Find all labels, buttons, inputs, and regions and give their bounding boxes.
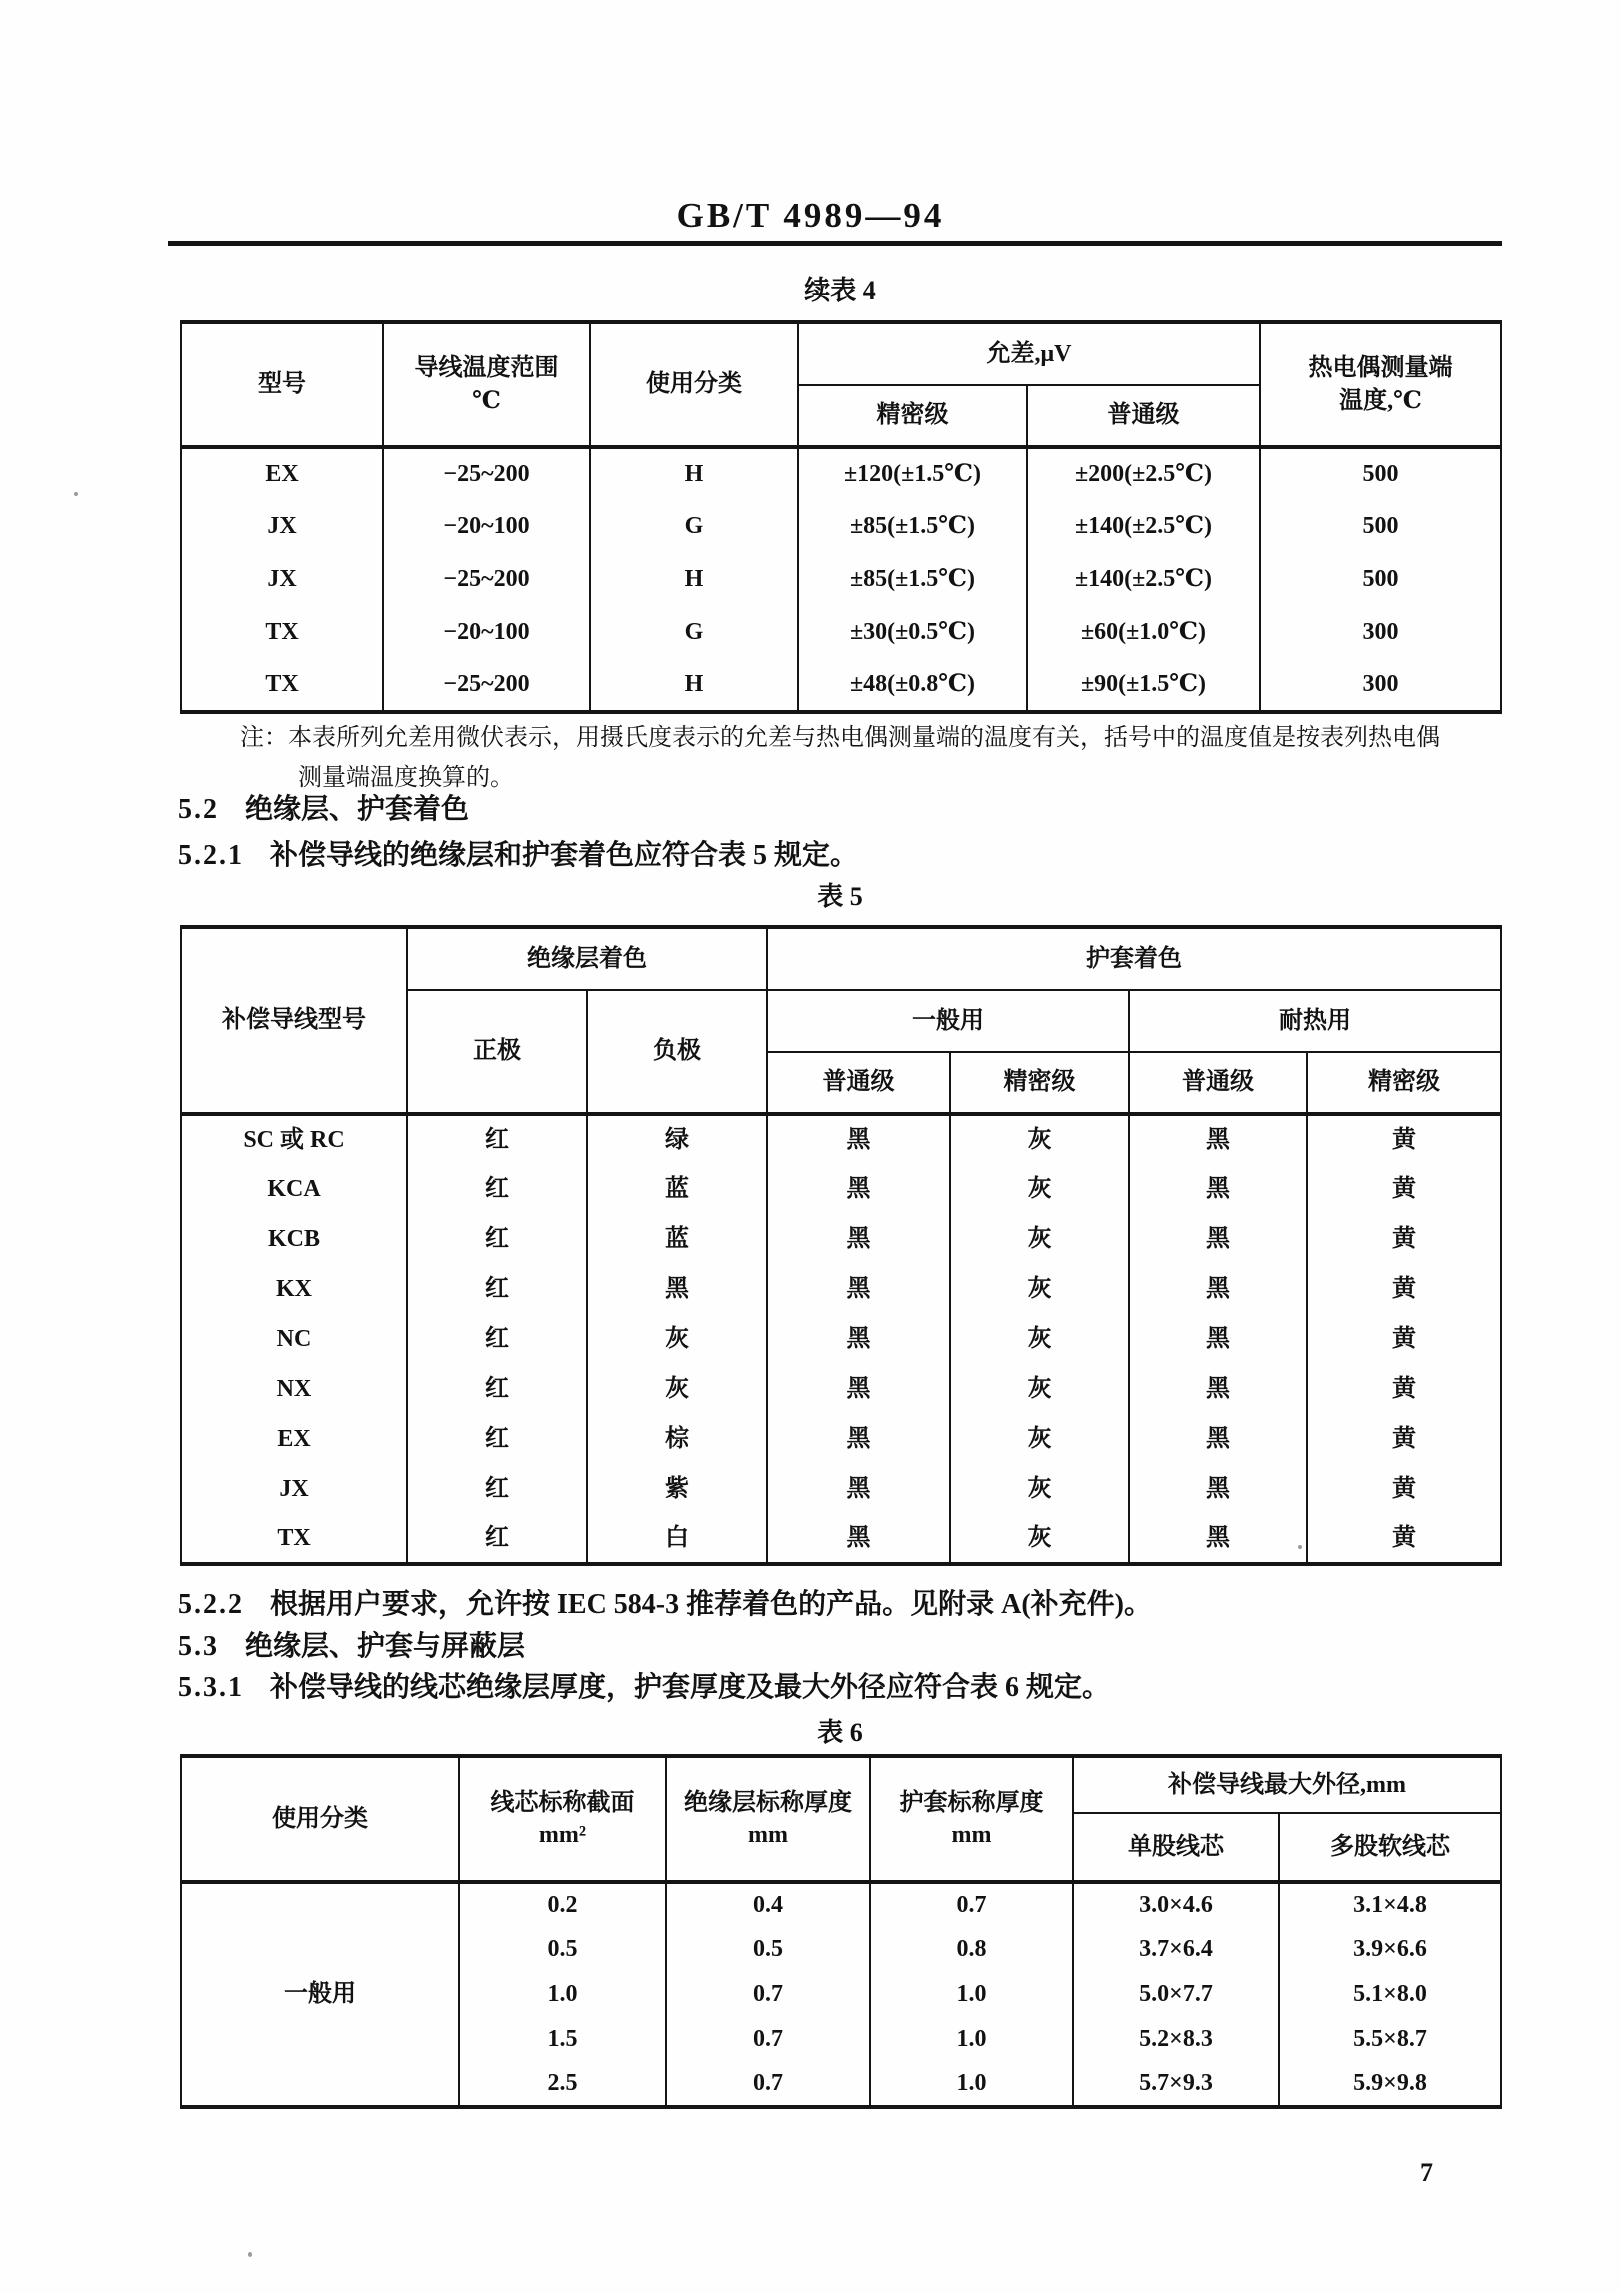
t4-cell-temp: 300 — [1260, 606, 1501, 659]
scan-speckle — [1298, 1545, 1302, 1549]
t6-cell-cross: 0.5 — [459, 1927, 666, 1972]
t5-cell-neg: 灰 — [587, 1314, 767, 1364]
t5-cell-pos: 红 — [407, 1514, 587, 1564]
table-row — [181, 659, 1501, 712]
page-number: 7 — [1420, 2158, 1433, 2187]
t6-cell-usage: 一般用 — [181, 1882, 459, 2107]
t5-col-heat: 耐热用 — [1129, 990, 1501, 1052]
t6-cell-ins: 0.7 — [666, 1972, 870, 2017]
t4-cell-ordinary: ±140(±2.5℃) — [1027, 553, 1260, 606]
t5-cell-h-prec: 黄 — [1307, 1464, 1501, 1514]
t5-cell-neg: 黑 — [587, 1264, 767, 1314]
t6-cell-sheath: 1.0 — [870, 2017, 1073, 2062]
t5-cell-g-ord: 黑 — [767, 1214, 950, 1264]
t4-cell-temp: 500 — [1260, 447, 1501, 500]
t5-cell-h-ord: 黑 — [1129, 1164, 1307, 1214]
t4-cell-usage: G — [590, 500, 798, 553]
t4-cell-range: −25~200 — [383, 553, 590, 606]
t5-cell-model: TX — [181, 1514, 407, 1564]
t5-col-heat-ordinary: 普通级 — [1129, 1052, 1307, 1114]
t4-cell-ordinary: ±200(±2.5℃) — [1027, 447, 1260, 500]
t5-cell-neg: 蓝 — [587, 1214, 767, 1264]
t5-cell-g-prec: 灰 — [950, 1464, 1129, 1514]
t6-cell-single: 3.0×4.6 — [1073, 1882, 1279, 1927]
t5-cell-h-ord: 黑 — [1129, 1314, 1307, 1364]
t5-cell-neg: 绿 — [587, 1114, 767, 1164]
t5-cell-h-ord: 黑 — [1129, 1464, 1307, 1514]
t4-col-model: 型号 — [181, 322, 383, 447]
t6-col-insulation-thickness — [666, 1756, 870, 1882]
t5-cell-model: KCA — [181, 1164, 407, 1214]
t4-cell-temp: 500 — [1260, 553, 1501, 606]
t4-col-ordinary: 普通级 — [1027, 385, 1260, 447]
t4-cell-model: TX — [181, 606, 383, 659]
t4-cell-usage: H — [590, 659, 798, 712]
t6-cell-sheath: 1.0 — [870, 2062, 1073, 2107]
section-text: 补偿导线的线芯绝缘层厚度，护套厚度及最大外径应符合表 6 规定。 — [270, 1672, 1111, 1703]
t5-cell-h-prec: 黄 — [1307, 1364, 1501, 1414]
t6-cell-multi: 3.9×6.6 — [1279, 1927, 1501, 1972]
t5-cell-model: SC 或 RC — [181, 1114, 407, 1164]
t5-cell-h-prec: 黄 — [1307, 1514, 1501, 1564]
t4-col-tolerance: 允差,μV — [798, 322, 1260, 385]
t5-cell-g-ord: 黑 — [767, 1514, 950, 1564]
t5-cell-g-prec: 灰 — [950, 1414, 1129, 1464]
t5-cell-pos: 红 — [407, 1464, 587, 1514]
t5-cell-h-prec: 黄 — [1307, 1164, 1501, 1214]
t5-cell-model: KCB — [181, 1214, 407, 1264]
t5-cell-h-ord: 黑 — [1129, 1414, 1307, 1464]
t5-cell-g-ord: 黑 — [767, 1464, 950, 1514]
section-5-3-1 — [178, 1665, 1508, 1705]
t5-cell-neg: 白 — [587, 1514, 767, 1564]
t4-cell-range: −20~100 — [383, 606, 590, 659]
t5-cell-h-prec: 黄 — [1307, 1414, 1501, 1464]
t4-cell-range: −25~200 — [383, 447, 590, 500]
t4-col-usage: 使用分类 — [590, 322, 798, 447]
t6-col-max-od: 补偿导线最大外径,mm — [1073, 1756, 1501, 1813]
section-number: 5.3 — [178, 1631, 219, 1662]
t5-cell-g-prec: 灰 — [950, 1114, 1129, 1164]
t5-cell-h-prec: 黄 — [1307, 1114, 1501, 1164]
t4-cell-range: −20~100 — [383, 500, 590, 553]
t5-cell-g-ord: 黑 — [767, 1314, 950, 1364]
t5-col-negative: 负极 — [587, 990, 767, 1114]
t5-cell-g-prec: 灰 — [950, 1314, 1129, 1364]
t6-cell-single: 3.7×6.4 — [1073, 1927, 1279, 1972]
t5-cell-g-ord: 黑 — [767, 1364, 950, 1414]
t5-col-general-precision: 精密级 — [950, 1052, 1129, 1114]
t5-cell-g-ord: 黑 — [767, 1264, 950, 1314]
note-label: 注： — [240, 725, 288, 751]
t5-cell-h-ord: 黑 — [1129, 1264, 1307, 1314]
t6-col-cross-section-line1: 线芯标称截面 — [490, 1789, 635, 1816]
t6-cell-multi: 3.1×4.8 — [1279, 1882, 1501, 1927]
table-row — [181, 447, 1501, 500]
t6-cell-cross: 1.5 — [459, 2017, 666, 2062]
t4-cell-ordinary: ±90(±1.5℃) — [1027, 659, 1260, 712]
t6-cell-sheath: 0.7 — [870, 1882, 1073, 1927]
t6-cell-sheath: 1.0 — [870, 1972, 1073, 2017]
t4-cell-usage: G — [590, 606, 798, 659]
t6-col-sheath-thickness-unit: mm — [951, 1822, 992, 1848]
t5-cell-g-ord: 黑 — [767, 1414, 950, 1464]
table-row — [181, 1514, 1501, 1564]
t5-cell-pos: 红 — [407, 1214, 587, 1264]
section-number: 5.2 — [178, 794, 219, 825]
t6-cell-cross: 1.0 — [459, 1972, 666, 2017]
t5-col-sheath: 护套着色 — [767, 927, 1501, 990]
table-row — [181, 553, 1501, 606]
t4-col-temp-range-unit: ℃ — [472, 387, 501, 414]
t4-col-tc-temp-line1: 热电偶测量端 — [1308, 355, 1453, 382]
t4-col-temp-range-line1: 导线温度范围 — [414, 355, 559, 382]
table-row — [181, 1464, 1501, 1514]
t6-col-insulation-thickness-unit: mm — [748, 1822, 788, 1848]
t5-cell-pos: 红 — [407, 1364, 587, 1414]
t4-cell-usage: H — [590, 553, 798, 606]
table-row — [181, 1882, 1501, 1927]
t5-cell-h-prec: 黄 — [1307, 1314, 1501, 1364]
t4-cell-precision: ±85(±1.5℃) — [798, 553, 1027, 606]
table4-caption: 续表 4 — [804, 276, 876, 305]
t6-cell-cross: 2.5 — [459, 2062, 666, 2107]
t6-col-multi-core: 多股软线芯 — [1279, 1813, 1501, 1882]
t6-cell-ins: 0.5 — [666, 1927, 870, 1972]
table-row — [181, 1164, 1501, 1214]
t5-cell-h-ord: 黑 — [1129, 1114, 1307, 1164]
t4-cell-precision: ±48(±0.8℃) — [798, 659, 1027, 712]
t4-cell-range: −25~200 — [383, 659, 590, 712]
t4-cell-precision: ±30(±0.5℃) — [798, 606, 1027, 659]
t5-cell-neg: 灰 — [587, 1364, 767, 1414]
table-row — [181, 606, 1501, 659]
t5-cell-neg: 紫 — [587, 1464, 767, 1514]
t6-cell-sheath: 0.8 — [870, 1927, 1073, 1972]
t5-cell-g-prec: 灰 — [950, 1214, 1129, 1264]
section-5-3 — [178, 1624, 1508, 1664]
t5-cell-h-ord: 黑 — [1129, 1214, 1307, 1264]
section-number: 5.2.2 — [178, 1589, 244, 1620]
t5-col-model: 补偿导线型号 — [181, 927, 407, 1114]
t4-col-precision: 精密级 — [798, 385, 1027, 447]
table6 — [180, 1754, 1502, 2109]
note-line-1 — [240, 718, 1530, 758]
t5-cell-pos: 红 — [407, 1414, 587, 1464]
t5-col-heat-precision: 精密级 — [1307, 1052, 1501, 1114]
t4-cell-model: EX — [181, 447, 383, 500]
table6-caption: 表 6 — [817, 1718, 863, 1747]
t4-cell-model: TX — [181, 659, 383, 712]
t5-cell-model: EX — [181, 1414, 407, 1464]
t4-cell-model: JX — [181, 500, 383, 553]
t4-cell-usage: H — [590, 447, 798, 500]
table-row — [181, 1364, 1501, 1414]
t6-col-usage: 使用分类 — [181, 1756, 459, 1882]
t5-cell-pos: 红 — [407, 1314, 587, 1364]
t4-cell-temp: 500 — [1260, 500, 1501, 553]
doc-code: GB/T 4989—94 — [676, 196, 945, 235]
t5-cell-g-prec: 灰 — [950, 1364, 1129, 1414]
section-5-2-2 — [178, 1582, 1508, 1622]
section-5-2 — [178, 787, 1508, 827]
t5-cell-model: NX — [181, 1364, 407, 1414]
t6-col-insulation-thickness-line1: 绝缘层标称厚度 — [684, 1789, 852, 1816]
t4-cell-ordinary: ±140(±2.5℃) — [1027, 500, 1260, 553]
t4-col-tc-temp-line2: 温度,℃ — [1339, 387, 1422, 414]
t6-cell-single: 5.7×9.3 — [1073, 2062, 1279, 2107]
section-5-2-1 — [178, 833, 1508, 873]
t5-col-positive: 正极 — [407, 990, 587, 1114]
t6-cell-multi: 5.1×8.0 — [1279, 1972, 1501, 2017]
t5-cell-pos: 红 — [407, 1114, 587, 1164]
t6-cell-single: 5.0×7.7 — [1073, 1972, 1279, 2017]
t6-cell-single: 5.2×8.3 — [1073, 2017, 1279, 2062]
t4-cell-ordinary: ±60(±1.0℃) — [1027, 606, 1260, 659]
t6-cell-multi: 5.9×9.8 — [1279, 2062, 1501, 2107]
t6-cell-ins: 0.7 — [666, 2062, 870, 2107]
section-title: 绝缘层、护套着色 — [245, 794, 470, 825]
t6-col-sheath-thickness-line1: 护套标称厚度 — [899, 1789, 1044, 1816]
t5-cell-pos: 红 — [407, 1164, 587, 1214]
t5-cell-g-prec: 灰 — [950, 1164, 1129, 1214]
t5-col-insulation: 绝缘层着色 — [407, 927, 767, 990]
table5 — [180, 925, 1502, 1566]
t5-cell-h-ord: 黑 — [1129, 1514, 1307, 1564]
section-number: 5.3.1 — [178, 1672, 244, 1703]
table4 — [180, 320, 1502, 714]
table-row — [181, 1414, 1501, 1464]
t6-cell-ins: 0.4 — [666, 1882, 870, 1927]
section-text: 根据用户要求，允许按 IEC 584-3 推荐着色的产品。见附录 A(补充件)。 — [270, 1589, 1152, 1620]
t5-col-general-ordinary: 普通级 — [767, 1052, 950, 1114]
header-rule — [168, 241, 1502, 246]
t4-col-tc-temp — [1260, 322, 1501, 447]
table-row — [181, 1264, 1501, 1314]
t5-cell-h-prec: 黄 — [1307, 1214, 1501, 1264]
t6-col-sheath-thickness — [870, 1756, 1073, 1882]
t6-col-cross-section — [459, 1756, 666, 1882]
t5-cell-g-ord: 黑 — [767, 1164, 950, 1214]
t5-cell-g-prec: 灰 — [950, 1264, 1129, 1314]
t5-cell-model: JX — [181, 1464, 407, 1514]
t4-cell-precision: ±120(±1.5℃) — [798, 447, 1027, 500]
t6-col-single-core: 单股线芯 — [1073, 1813, 1279, 1882]
section-number: 5.2.1 — [178, 840, 244, 871]
t4-cell-model: JX — [181, 553, 383, 606]
t6-cell-cross: 0.2 — [459, 1882, 666, 1927]
table-row — [181, 1314, 1501, 1364]
t6-cell-ins: 0.7 — [666, 2017, 870, 2062]
table-row — [181, 1214, 1501, 1264]
t5-cell-neg: 蓝 — [587, 1164, 767, 1214]
note-line-2: 测量端温度换算的。 — [298, 765, 514, 791]
t5-cell-h-prec: 黄 — [1307, 1264, 1501, 1314]
t5-cell-model: NC — [181, 1314, 407, 1364]
table5-caption: 表 5 — [817, 882, 863, 911]
t5-cell-g-prec: 灰 — [950, 1514, 1129, 1564]
scan-speckle — [74, 492, 78, 496]
table-row — [181, 1114, 1501, 1164]
t5-cell-pos: 红 — [407, 1264, 587, 1314]
t4-cell-precision: ±85(±1.5℃) — [798, 500, 1027, 553]
t5-col-general: 一般用 — [767, 990, 1129, 1052]
t5-cell-h-ord: 黑 — [1129, 1364, 1307, 1414]
t5-cell-g-ord: 黑 — [767, 1114, 950, 1164]
t5-cell-neg: 棕 — [587, 1414, 767, 1464]
note-text-1: 本表所列允差用微伏表示，用摄氏度表示的允差与热电偶测量端的温度有关，括号中的温度值是按表列热电偶 — [288, 725, 1440, 751]
t4-cell-temp: 300 — [1260, 659, 1501, 712]
scan-speckle — [248, 2252, 252, 2257]
section-text: 补偿导线的绝缘层和护套着色应符合表 5 规定。 — [270, 840, 859, 871]
table-row — [181, 500, 1501, 553]
section-title: 绝缘层、护套与屏蔽层 — [245, 1631, 526, 1662]
t4-col-temp-range — [383, 322, 590, 447]
t6-cell-multi: 5.5×8.7 — [1279, 2017, 1501, 2062]
t6-col-cross-section-unit: mm² — [538, 1822, 587, 1848]
table4-note — [240, 718, 1530, 798]
t5-cell-model: KX — [181, 1264, 407, 1314]
